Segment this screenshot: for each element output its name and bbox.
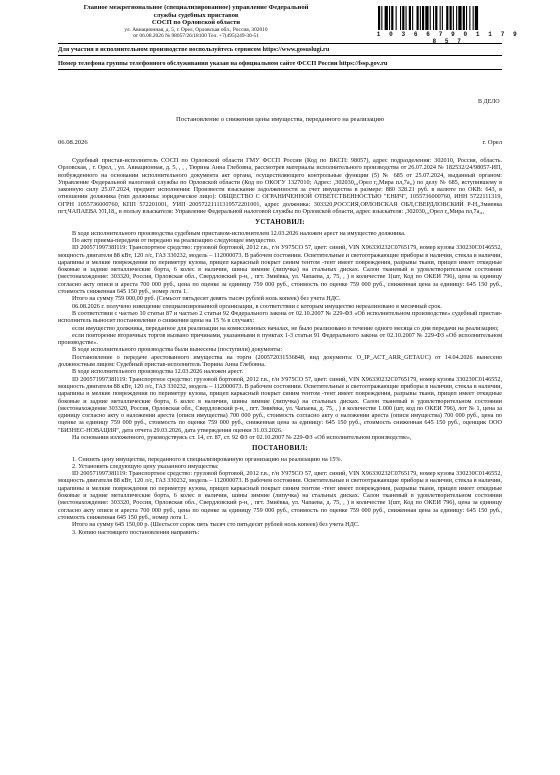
barcode-bar [425,6,428,30]
issuing-authority [70,4,322,27]
body-paragraph: ID 20057199738I119: Транспортное средство: грузовой бортовой, 2012 г.в., г/н У975СО 57, цвет: синий, VIN X96330232C0765179, номер кузова 330230C0146552, мощность двигателя 88 кВт, 120 л/с, ГАЗ 330232, модель – 112000073. В рабочем состоянии. Осветительные и светоотражающие приборы в наличии, стекла в наличии, царапины и мелкие повреждения по периметру кузова, прицеп каркасный покрыт синим тентом -тент имеет повреждения, разрывы ткани, прицеп имеет откидные боковые и задние металлические борта, 6 колес в наличии, шины зимние (липучка) на стальных дисках. Салон тканевый в удовлетворительном состоянии (местонахождение 303320, Россия, Орловская обл., Свердловский р-н, , пгт. Змиёвка, ул. Чапаева, д. 75, , ) в количестве 1.000 (шт, код по ОКЕИ 796), лот № 1, цена за единицу согласно акту о наложении ареста (описи имущества) 700 000 руб., стоимость согласно акту о наложении ареста (описи имущества) 700 000 руб., цена по оценке за единицу 759 000 руб., стоимость по оценке 759 000 руб., сниженная цена за единицу: 645 150 руб., стоимость сниженная 645 150 руб., оценщик ООО "БИЗНЕС-НОВАЦИЯ", дата отчета 29.03.2026, дата утверждения оценки 31.03.2026. [58,375,502,434]
body-paragraph: Итого на сумму 759 000,00 руб. (Семьсот пятьдесят девять тысяч рублей ноль копеек) без учета НДС. [72,295,341,303]
header-divider [58,69,502,70]
body-paragraph: В соответствии с частью 10 статьи 87 и частью 2 статьи 92 Федерального закона от 02.10.2007 № 229-ФЗ «Об исполнительном производстве» судебный пристав-исполнитель выносит постановление о снижении цены на 15 % в случаях: [58,309,502,325]
barcode-image [378,6,518,30]
body-paragraph: В ходе исполнительного производства 12.03.2026 наложен арест. [72,368,244,376]
document-title: Постановление о снижении цены имущества, переданного на реализацию [175,116,385,123]
gosuslugi-notice: Для участия в исполнительном производстве воспользуйтесь сервисом https://www.gosuslugi.ru [58,46,330,53]
barcode-bar [420,6,421,30]
barcode-bar [456,6,457,30]
header-divider [58,55,502,56]
intro-paragraph: Судебный пристав-исполнитель СОСП по Орловской области ГМУ ФССП России (Код по ВКСП: 98057), адрес подразделения: 302010, Россия, область. Орловская, , г. Орел, , ул. Авиационная, д. 5, , , , Тюрина Анна Глебовна, рассмотрев материалы исполнительного производства от 26.07.2024 № 182532/24/98057-ИП, возбужденного на основании исполнительного документа акт органа, осуществляющего контрольные функции (5) № 685 от 25.07.2024, выданный органом: Управление Федеральной налоговой службы по Орловской области (Код по ОКОГУ 1327010; Адрес: ,302030,,,Орел г,,Мира пл,7а,,) по делу № 685, вступившему в законную силу 25.07.2024, предмет исполнения: Произвести взыскание задолженности за счет имущества в размере: 880 328.21 руб. в валюте по ОКВ: 643, в отношении должника (тип должника: юридическое лицо): ОБЩЕСТВО С ОГРАНИЧЕННОЙ ОТВЕТСТВЕННОСТЬЮ "ЕНИЧ", 1055736000760, ИНН 5722111319, ОГРН 1055736000760, КПП 572201001, УИП 20057221111319572201001, адрес должника: 303320,РОССИЯ,ОРЛОВСКАЯ ОБЛ,СВЕРДЛОВСКИЙ Р-Н,,Змиевка пгт,ЧАПАЕВА УЛ,18,, в пользу взыскателя: Управление Федеральной налоговой службы по Орловской области, адрес взыскателя: ,302030,,,Орел г,,Мира пл,7а,,, [58,157,502,216]
barcode-bar [422,6,424,30]
authority-line: Главное межрегиональное (специализированное) управление Федеральной [83,4,309,11]
resolution-paragraph: 3. Копию настоящего постановления направить: [72,528,200,536]
barcode-bar [409,6,411,30]
resolution-paragraph: Итого на сумму 645 150,00 р. (Шестьсот сорок пять тысяч сто пятьдесят рублей ноль копеек) без учета НДС. [72,521,360,529]
barcode-bar [463,6,465,30]
barcode-bar [381,6,382,30]
phone-notice: Номер телефона группы телефонного обслуживания указан на официальном сайте ФССП России https://fssp.gov.ru [58,60,388,67]
authority-line: службы судебных приставов [153,11,239,19]
body-paragraph: если повторение вторичных торгов вызвано причинами, указанными в пунктах 1-3 статьи 91 Федерального закона от 02.10.2007 № 229-ФЗ «Об исполнительном производстве». [58,331,502,347]
barcode-bar [378,6,380,30]
v-delo-mark: В ДЕЛО [478,99,500,105]
barcode-bar [475,6,478,30]
section-heading-postanovil: ПОСТАНОВИЛ: [252,445,308,453]
document-body [58,157,502,536]
header-divider [58,43,502,44]
body-paragraph: В ходе исполнительного производства судебным приставом-исполнителем 12.03.2026 наложен арест на имущество должника. [72,229,406,237]
body-paragraph: Постановление о передаче арестованного имущества на торги (200572031536848, вид документа: O_IP_ACT_ARR_GETAUC) от 14.04.2026 вынесено должностным лицом: Судебный пристав-исполнитель Тюрина Анна Глебовна. [58,353,502,369]
barcode-bar [391,6,393,30]
barcode-bar [402,6,404,30]
body-paragraph: 06.08.2026 г. получено извещение специализированной организации, в соответствии с которым имущество нереализовано в месячный срок. [72,302,442,310]
address-line: от 06.08.2026 № 98057/26/18100 Тел. +7(495)249-30-51 [133,33,259,40]
resolution-paragraph: ID 20057199738I119: Транспортное средство: грузовой бортовой, 2012 г.в., г/н У975СО 57, цвет: синий, VIN X96330232C0765179, номер кузова 330230C0146552, мощность двигателя 88 кВт, 120 л/с, ГАЗ 330232, модель – 112000073. В рабочем состоянии. Осветительные и светоотражающие приборы в наличии, стекла в наличии, царапины и мелкие повреждения по периметру кузова, прицеп каркасный покрыт синим тентом -тент имеет повреждения, разрывы ткани, прицеп имеет откидные боковые и задние металлические борта, 6 колес в наличии, шины зимние (липучка) на стальных дисках. Салон тканевый в удовлетворительном состоянии (местонахождение: 303320, Россия, Орловская обл., Свердловский р-н, , пгт. Змиёвка, ул. Чапаева, д. 75, , ) в количестве 1(шт, Код по ОКЕИ 796), цена за единицу согласно акту описи и ареста 700 000 руб., цена по оценке за единицу 759 000 руб., стоимость по оценке 759 000 руб., сниженная цена за единицу: 645 150 руб., стоимость сниженная 645 150 руб., номер лота 1. [58,470,502,521]
body-paragraph: На основании изложенного, руководствуясь ст. 14, ст. 87, ст. 92 ФЗ от 02.10.2007 № 229-ФЗ «Об исполнительном производстве», [72,433,412,441]
barcode-bar [389,6,390,30]
body-paragraph: В ходе исполнительного производства были вынесены (поступили) документы: [72,346,283,354]
barcode-bar [396,6,397,30]
barcode-bar [466,6,467,30]
address-line: ул. Авиационная, д. 5, г. Орел, Орловская обл., Россия, 302010 [124,27,268,33]
barcode-bar [473,6,474,30]
document-date: 06.08.2026 [58,139,88,146]
barcode-bar [458,6,461,30]
barcode-bar [435,6,437,30]
barcode-bar [453,6,454,30]
barcode-bar [442,6,443,30]
barcode-bar [433,6,434,30]
body-paragraph: если имущество должника, переданное для реализации на комиссионных началах, не было реализовано в течение одного месяца со дня передачи на реализацию; [72,324,499,332]
resolution-paragraph: 1. Снизить цену имущества, переданного в специализированную организацию на реализацию на 15%. [72,455,343,463]
barcode-bar [450,6,452,30]
barcode-bar [385,6,388,30]
barcode-bar [446,6,448,30]
barcode-bar [440,6,441,30]
authority-line: СОСП по Орловской области [151,19,241,27]
resolution-paragraph: 2. Установить следующую цену указанного имущества: [72,462,219,470]
barcode-bar [406,6,407,30]
barcode-bar [469,6,470,30]
barcode-bar [430,6,431,30]
section-heading-ustanovil: УСТАНОВИЛ: [255,219,305,227]
barcode-bar [412,6,413,30]
barcode-bar [400,6,401,30]
authority-address [70,27,322,39]
body-paragraph: По акту приема-передачи от передано на реализацию следующее имущество. [72,236,277,244]
body-paragraph: ID 20057199738I119: Транспортное средство: грузовой бортовой, 2012 г.в., г/н У975СО 57, цвет: синий, VIN X96330232C0765179, номер кузова 330230C0146552, мощность двигателя 88 кВт, 120 л/с, ГАЗ 330232, модель – 112000073. В рабочем состоянии. Осветительные и светоотражающие приборы в наличии, стекла в наличии, царапины и мелкие повреждения по периметру кузова, прицеп каркасный покрыт синим тентом -тент имеет повреждения, разрывы ткани, прицеп имеет откидные боковые и задние металлические борта, 6 колес в наличии, шины зимние (липучка) на стальных дисках. Салон тканевый в удовлетворительном состоянии (местонахождение: 303320, Россия, Орловская обл., Свердловский р-н, , пгт. Змиёвка, ул. Чапаева, д. 75, , ) в количестве 1(шт, Код по ОКЕИ 796), цена за единицу согласно акту описи и ареста 700 000 руб., цена по оценке за единицу 759 000 руб., стоимость по оценке 759 000 руб., сниженная цена за единицу: 645 150 руб., стоимость сниженная 645 150 руб., номер лота 1. [58,244,502,296]
barcode-bar [417,6,419,30]
document-city: г. Орел [482,139,502,146]
barcode-number: 1 0 3 6 6 7 9 0 1 1 7 9 8 5 7 [376,31,520,46]
